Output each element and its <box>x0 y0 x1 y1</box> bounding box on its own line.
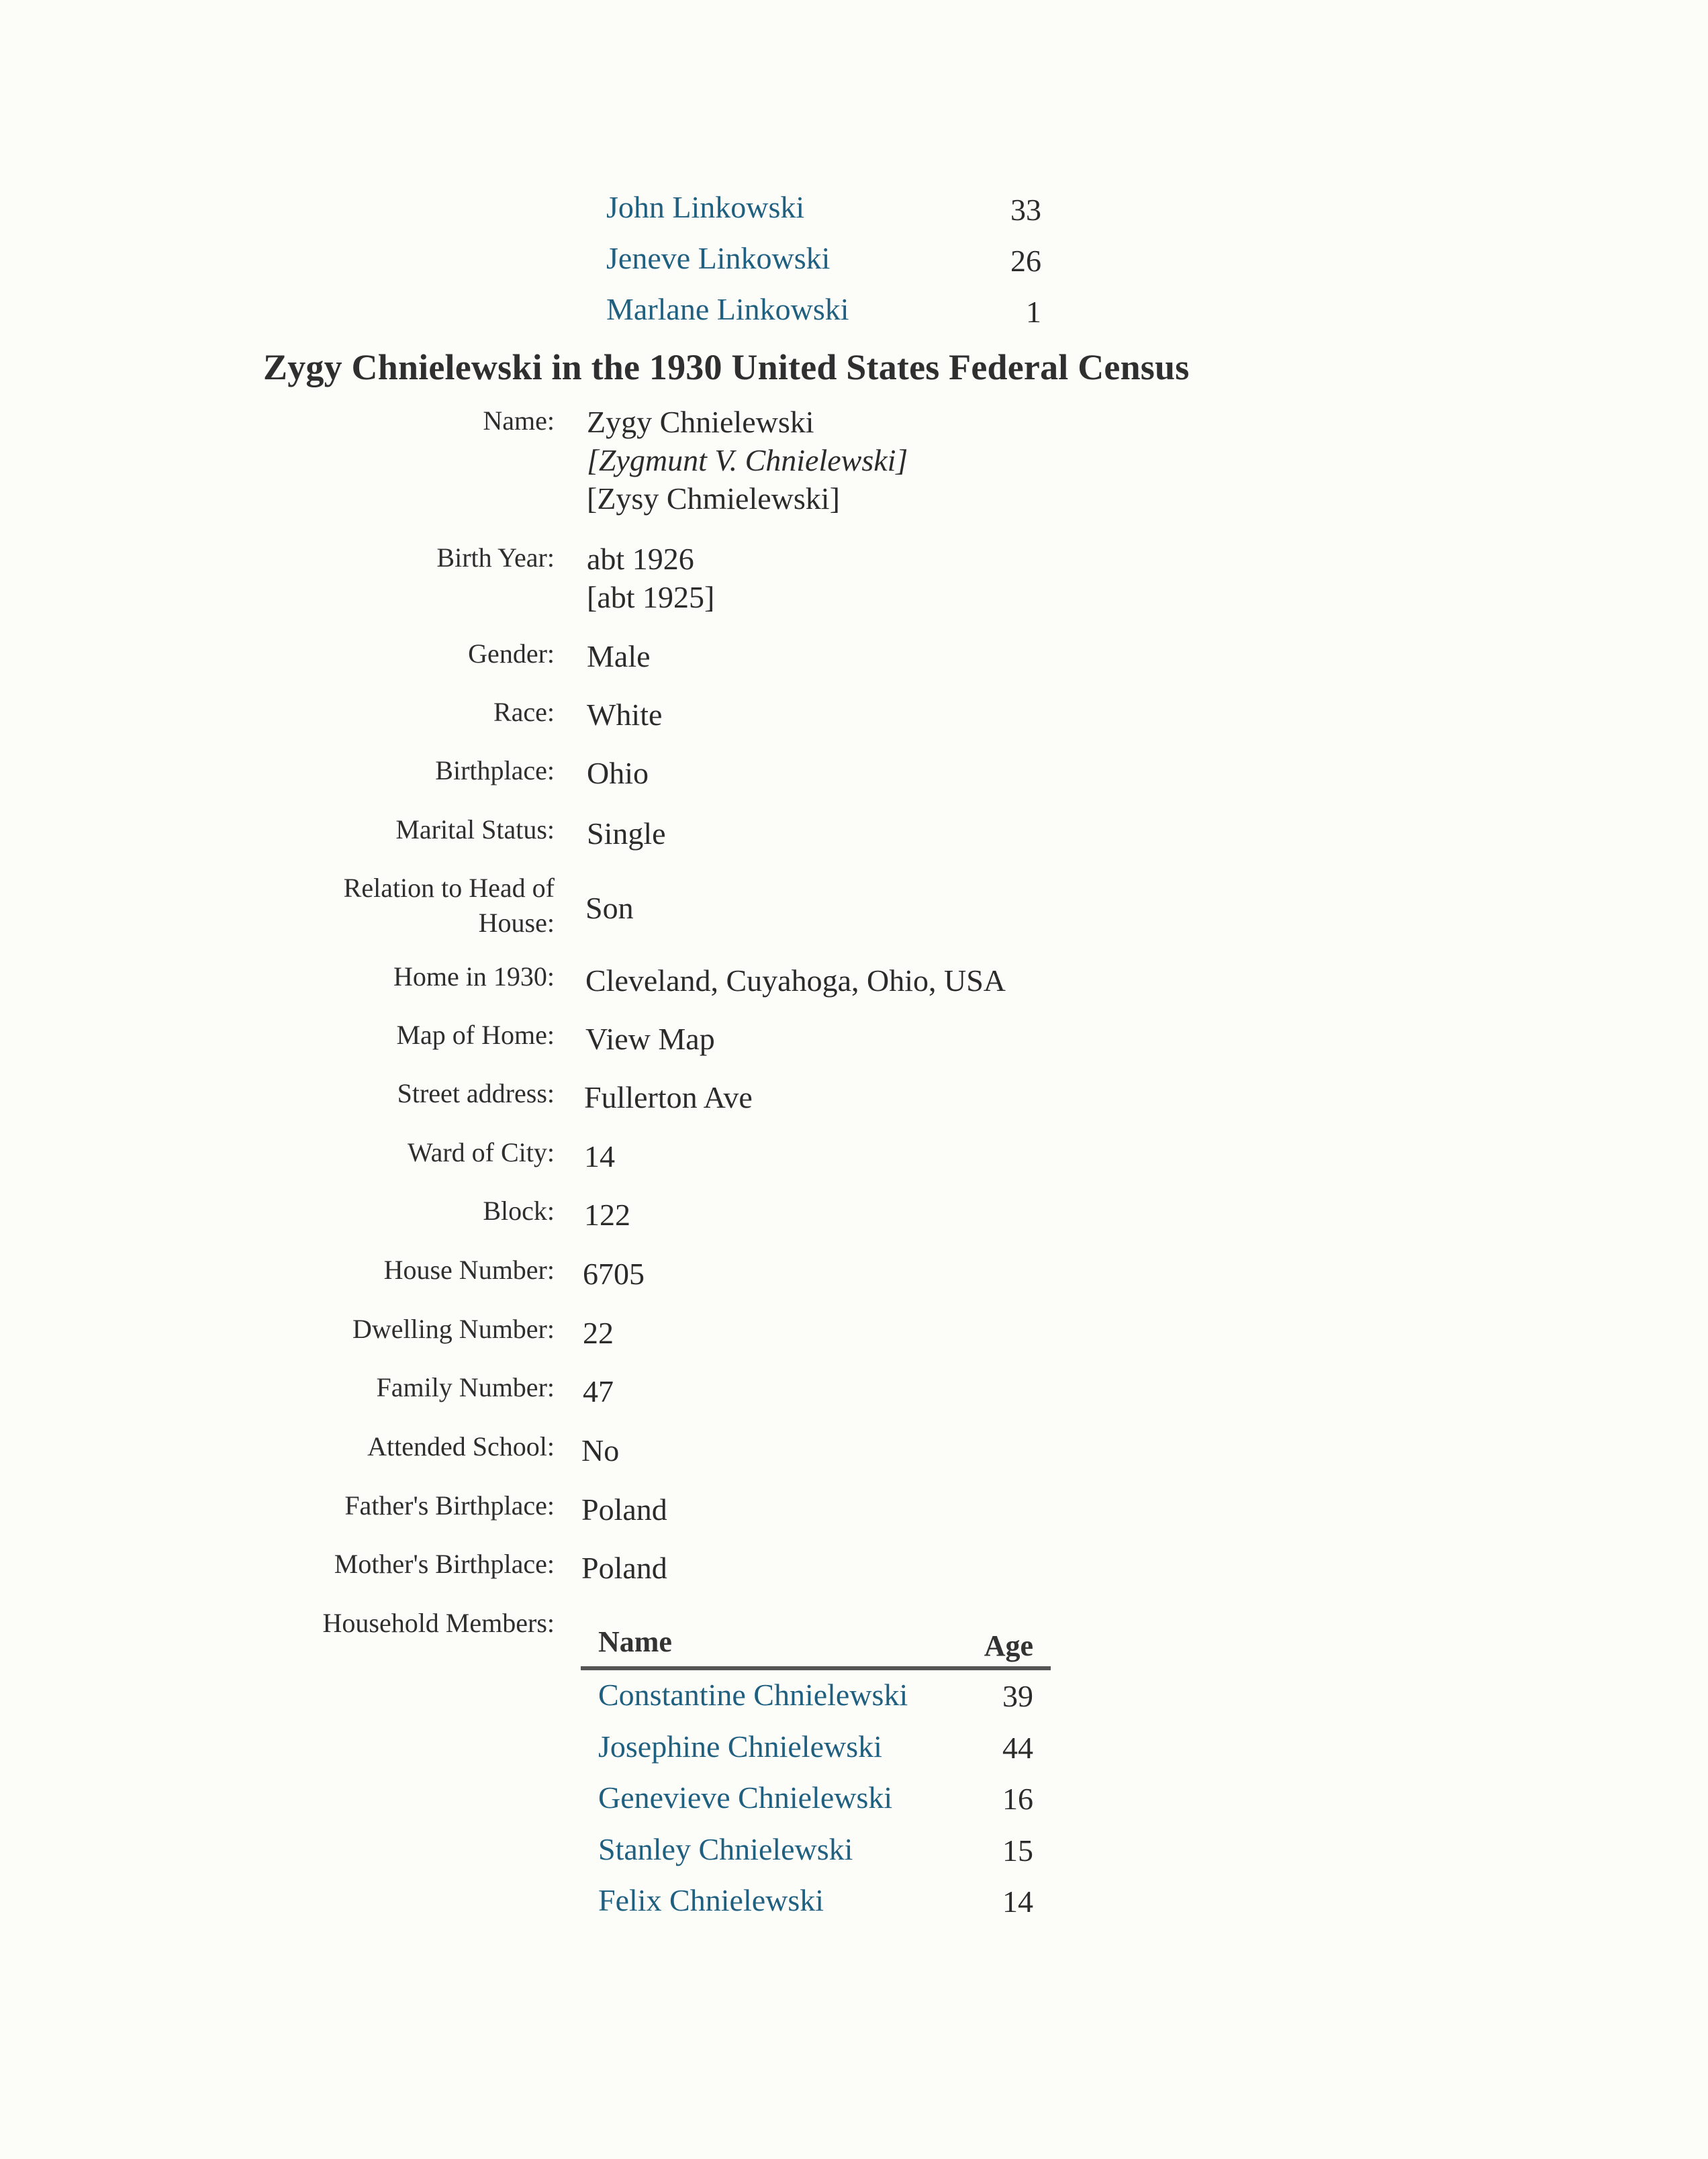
field-value: 14 <box>584 1139 615 1173</box>
field-label: Gender: <box>468 638 555 669</box>
field-label: Birth Year: <box>436 542 555 573</box>
household-member-row <box>606 291 1049 342</box>
field-alt-value: [abt 1925] <box>587 580 715 614</box>
field-label: Dwelling Number: <box>352 1314 555 1344</box>
field-value: Zygy Chnielewski <box>587 405 814 439</box>
field-value: 47 <box>583 1374 614 1408</box>
table-row <box>581 1670 1051 1722</box>
field-value: Poland <box>581 1492 667 1527</box>
field-value: No <box>581 1433 620 1468</box>
table-row <box>581 1773 1051 1825</box>
column-header-name: Name <box>598 1625 672 1658</box>
field-label: Attended School: <box>367 1431 555 1461</box>
field-value: Single <box>587 816 666 851</box>
member-name-link[interactable]: Felix Chnielewski <box>598 1883 824 1917</box>
table-row <box>581 1825 1051 1876</box>
field-value: Son <box>585 891 634 925</box>
member-name-link[interactable]: Josephine Chnielewski <box>598 1729 882 1764</box>
field-label-line1: Relation to Head of <box>343 873 555 903</box>
field-value: Male <box>587 639 651 673</box>
field-value: White <box>587 698 663 732</box>
view-map-link[interactable]: View Map <box>585 1022 715 1056</box>
field-value: Poland <box>581 1551 667 1585</box>
field-label: Street address: <box>397 1078 555 1108</box>
member-age: 1 <box>1026 295 1041 329</box>
field-value: abt 1926 <box>587 542 694 576</box>
field-label: Block: <box>483 1196 555 1226</box>
field-value: Fullerton Ave <box>584 1080 753 1114</box>
member-age: 33 <box>1010 193 1041 227</box>
member-name-link[interactable]: Constantine Chnielewski <box>598 1678 908 1712</box>
member-age: 44 <box>1002 1730 1033 1765</box>
household-members-table <box>581 1625 1051 1927</box>
member-age: 14 <box>1002 1884 1033 1919</box>
member-name-link[interactable]: Genevieve Chnielewski <box>598 1780 893 1815</box>
field-label: Race: <box>493 697 555 727</box>
table-header <box>581 1625 1051 1665</box>
previous-household-list <box>606 189 1049 342</box>
field-label: House Number: <box>383 1255 555 1285</box>
field-label: Family Number: <box>376 1372 555 1402</box>
alt-name: [Zysy Chmielewski] <box>587 481 840 516</box>
member-name-link[interactable]: Marlane Linkowski <box>606 292 849 326</box>
record-title: Zygy Chnielewski in the 1930 United States Federal Census <box>263 347 1190 387</box>
member-age: 26 <box>1010 244 1041 278</box>
household-member-row <box>606 189 1049 240</box>
member-age: 15 <box>1002 1833 1033 1868</box>
member-age: 16 <box>1002 1782 1033 1816</box>
field-label: Marital Status: <box>395 814 555 845</box>
field-value: Cleveland, Cuyahoga, Ohio, USA <box>585 963 1006 998</box>
field-label: Home in 1930: <box>393 961 555 992</box>
field-label: Map of Home: <box>396 1020 555 1050</box>
member-name-link[interactable]: Jeneve Linkowski <box>606 241 831 275</box>
field-label: Birthplace: <box>435 755 555 785</box>
field-label: Mother's Birthplace: <box>334 1549 555 1579</box>
field-label: Name: <box>483 405 555 436</box>
household-member-row <box>606 240 1049 291</box>
field-label: Ward of City: <box>408 1137 555 1167</box>
field-value: 122 <box>584 1198 630 1232</box>
table-row <box>581 1876 1051 1927</box>
alt-name-link[interactable]: [Zygmunt V. Chnielewski] <box>587 443 908 477</box>
field-value: 6705 <box>583 1257 645 1291</box>
field-value: Ohio <box>587 756 649 790</box>
member-age: 39 <box>1002 1679 1033 1713</box>
field-value: 22 <box>583 1316 614 1350</box>
member-name-link[interactable]: Stanley Chnielewski <box>598 1831 853 1866</box>
field-label-line2: House: <box>478 908 555 938</box>
field-label: Household Members: <box>322 1608 555 1638</box>
table-row <box>581 1722 1051 1774</box>
column-header-age: Age <box>984 1629 1033 1662</box>
member-name-link[interactable]: John Linkowski <box>606 190 805 224</box>
field-label: Father's Birthplace: <box>344 1490 555 1521</box>
